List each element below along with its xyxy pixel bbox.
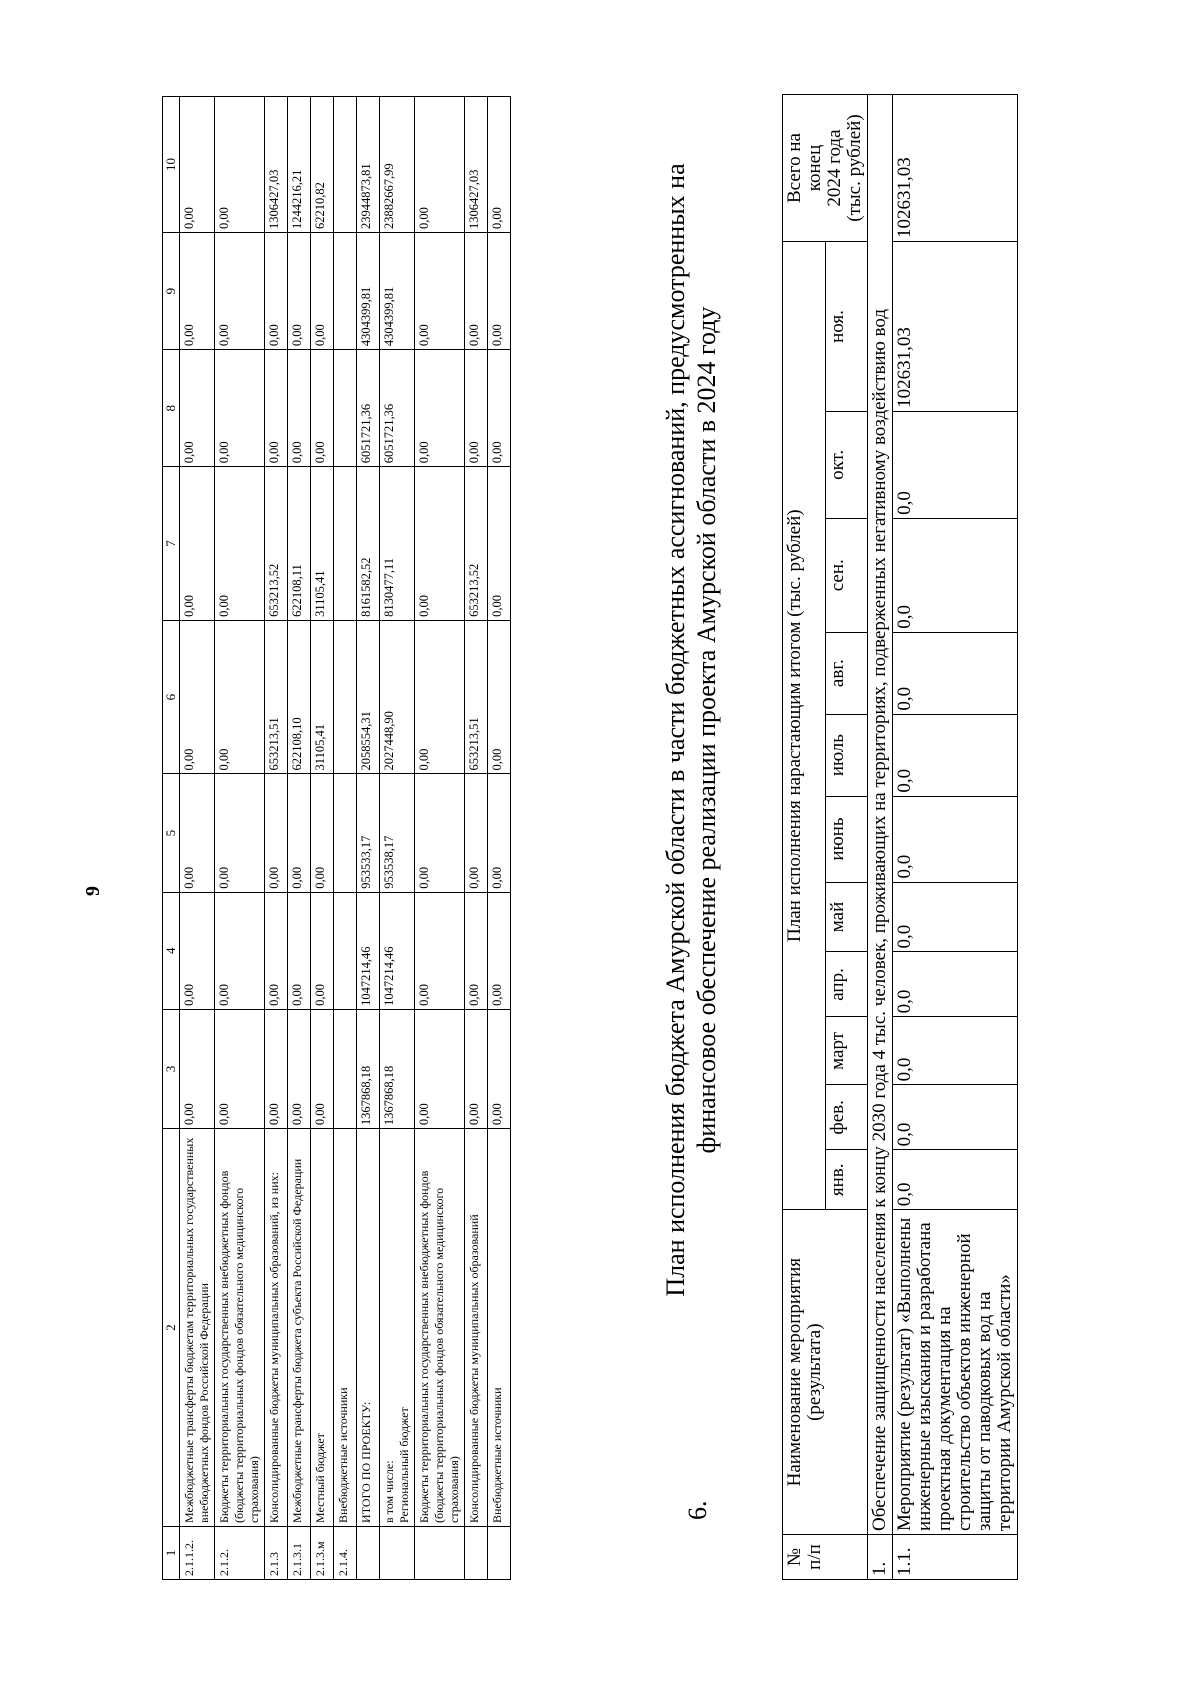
month-header: янв. [825, 1150, 868, 1210]
row-value: 653213,52 [465, 467, 488, 621]
activity-name: Мероприятие (результат) «Выполнены инженерные изыскания и разработана проектная документация на строительство объектов инженерной защиты от паводковых вод на территории Амурской области» [893, 1210, 1018, 1535]
row-code: 2.1.3.м [311, 1526, 334, 1579]
row-value: 6051721,36 [357, 350, 380, 467]
month-value: 102631,03 [893, 242, 1018, 412]
row-code: 2.1.4. [334, 1526, 357, 1579]
row-value: 0,00 [465, 892, 488, 1009]
col-plan-header: План исполнения нарастающим итогом (тыс. рублей) [783, 242, 826, 1210]
row-value: 0,00 [488, 467, 511, 621]
row-value: 23882667,99 [380, 97, 415, 233]
row-name: Внебюджетные источники [488, 1129, 511, 1527]
row-value: 2058554,31 [357, 620, 380, 774]
row-name: в том числе: Региональный бюджет [380, 1129, 415, 1527]
month-value: 0,0 [893, 882, 1018, 952]
row-value: 0,00 [180, 620, 215, 774]
row-code: 2.1.2. [215, 1526, 265, 1579]
row-value: 0,00 [288, 233, 311, 350]
row-value: 1306427,03 [465, 97, 488, 233]
row-value: 0,00 [488, 1009, 511, 1128]
row-value: 0,00 [465, 350, 488, 467]
header-cell: 4 [163, 892, 180, 1009]
row-value: 0,00 [488, 350, 511, 467]
budget-row [415, 97, 465, 1580]
row-value: 1047214,46 [357, 892, 380, 1009]
row-value [334, 350, 357, 467]
header-cell: 3 [163, 1009, 180, 1128]
row-code [380, 1526, 415, 1579]
row-value: 0,00 [180, 233, 215, 350]
month-header: окт. [825, 411, 868, 518]
row-value: 0,00 [180, 1009, 215, 1128]
budget-row [180, 97, 215, 1580]
month-value: 0,0 [893, 796, 1018, 882]
row-value: 0,00 [465, 1009, 488, 1128]
budget-row [488, 97, 511, 1580]
row-value: 0,00 [215, 350, 265, 467]
month-value: 0,0 [893, 714, 1018, 796]
budget-table-header-row [163, 97, 180, 1580]
row-value: 953533,17 [357, 774, 380, 892]
row-value: 622108,10 [288, 620, 311, 774]
budget-row [465, 97, 488, 1580]
col-total-header: Всего на конец 2024 года (тыс. рублей) [783, 95, 868, 242]
budget-table [162, 96, 511, 1580]
row-value: 0,00 [488, 774, 511, 892]
activity-row [893, 95, 1018, 1580]
month-header: июнь [825, 796, 868, 882]
row-value: 0,00 [488, 233, 511, 350]
row-name: Консолидированные бюджеты муниципальных образований, из них: [265, 1129, 288, 1527]
row-value: 0,00 [488, 97, 511, 233]
month-header: авг. [825, 632, 868, 714]
row-value: 8130477,11 [380, 467, 415, 621]
row-value: 1306427,03 [265, 97, 288, 233]
row-value: 953538,17 [380, 774, 415, 892]
row-code [415, 1526, 465, 1579]
budget-row [215, 97, 265, 1580]
row-value: 0,00 [415, 97, 465, 233]
goal-number: 1. [868, 1535, 893, 1580]
row-value: 0,00 [288, 1009, 311, 1128]
month-header: апр. [825, 952, 868, 1017]
row-value: 4304399,81 [357, 233, 380, 350]
row-value: 31105,41 [311, 467, 334, 621]
row-value: 1047214,46 [380, 892, 415, 1009]
section-number: 6. [683, 1500, 712, 1520]
header-cell: 10 [163, 97, 180, 233]
month-header: март [825, 1017, 868, 1085]
col-number-header: № п/п [783, 1535, 868, 1580]
row-value: 23944873,81 [357, 97, 380, 233]
row-name: Консолидированные бюджеты муниципальных образований [465, 1129, 488, 1527]
month-header: ноя. [825, 242, 868, 412]
month-value: 0,0 [893, 411, 1018, 518]
row-value: 0,00 [415, 1009, 465, 1128]
header-cell: 6 [163, 620, 180, 774]
row-value: 0,00 [215, 1009, 265, 1128]
row-name: Бюджеты территориальных государственных внебюджетных фондов (бюджеты территориальных фондов обязательного медицинского страхования) [215, 1129, 265, 1527]
row-value [334, 1009, 357, 1128]
row-value: 0,00 [311, 774, 334, 892]
month-header: май [825, 882, 868, 952]
row-value [334, 97, 357, 233]
row-value: 0,00 [265, 233, 288, 350]
row-name: ИТОГО ПО ПРОЕКТУ: [357, 1129, 380, 1527]
row-value: 8161582,52 [357, 467, 380, 621]
row-value: 0,00 [180, 774, 215, 892]
row-value: 0,00 [415, 350, 465, 467]
row-value: 0,00 [215, 892, 265, 1009]
row-value: 0,00 [311, 350, 334, 467]
budget-row [288, 97, 311, 1580]
row-value: 0,00 [488, 620, 511, 774]
row-value: 0,00 [415, 892, 465, 1009]
row-value [334, 233, 357, 350]
row-value: 0,00 [215, 97, 265, 233]
row-value: 0,00 [265, 1009, 288, 1128]
row-value: 653213,51 [265, 620, 288, 774]
row-value: 0,00 [215, 233, 265, 350]
row-value: 0,00 [311, 892, 334, 1009]
plan-table [782, 94, 1018, 1580]
row-value [334, 620, 357, 774]
row-value: 0,00 [288, 774, 311, 892]
row-value: 0,00 [415, 620, 465, 774]
row-value: 4304399,81 [380, 233, 415, 350]
header-cell: 8 [163, 350, 180, 467]
row-value: 0,00 [415, 774, 465, 892]
row-code [488, 1526, 511, 1579]
row-value: 0,00 [215, 467, 265, 621]
row-code: 2.1.3.1 [288, 1526, 311, 1579]
row-value: 6051721,36 [380, 350, 415, 467]
row-value: 0,00 [180, 97, 215, 233]
row-value: 0,00 [180, 892, 215, 1009]
budget-row [357, 97, 380, 1580]
row-value: 0,00 [215, 774, 265, 892]
row-value: 0,00 [465, 774, 488, 892]
header-cell: 9 [163, 233, 180, 350]
row-name: Межбюджетные трансферты бюджета субъекта Российской Федерации [288, 1129, 311, 1527]
row-value: 0,00 [265, 774, 288, 892]
row-name: Внебюджетные источники [334, 1129, 357, 1527]
row-value: 0,00 [265, 892, 288, 1009]
row-name: Межбюджетные трансферты бюджетам территориальных государственных внебюджетных фондов Российской Федерации [180, 1129, 215, 1527]
month-value: 0,0 [893, 952, 1018, 1017]
row-value: 622108,11 [288, 467, 311, 621]
header-cell: 2 [163, 1129, 180, 1527]
budget-row [265, 97, 288, 1580]
row-value [334, 774, 357, 892]
row-value: 0,00 [415, 233, 465, 350]
month-value: 0,0 [893, 1085, 1018, 1150]
page-number: 9 [82, 886, 104, 896]
row-value: 0,00 [311, 233, 334, 350]
budget-row [311, 97, 334, 1580]
plan-header-row-1 [783, 95, 826, 1580]
activity-number: 1.1. [893, 1535, 1018, 1580]
row-value: 0,00 [215, 620, 265, 774]
row-value: 0,00 [180, 350, 215, 467]
goal-text: Обеспечение защищенности населения к концу 2030 года 4 тыс. человек, проживающих на территориях, подверженных негативному воздействию вод [868, 95, 893, 1535]
row-value: 653213,51 [465, 620, 488, 774]
month-value: 0,0 [893, 632, 1018, 714]
row-value: 1367868,18 [357, 1009, 380, 1128]
row-value: 2027448,90 [380, 620, 415, 774]
row-value: 0,00 [265, 350, 288, 467]
row-value: 1367868,18 [380, 1009, 415, 1128]
row-value: 0,00 [311, 1009, 334, 1128]
row-name: Местный бюджет [311, 1129, 334, 1527]
month-value: 0,0 [893, 518, 1018, 632]
row-value: 0,00 [180, 467, 215, 621]
row-code [465, 1526, 488, 1579]
row-value: 62210,82 [311, 97, 334, 233]
section-title: План исполнения бюджета Амурской области в части бюджетных ассигнований, предусмотренных на финансовое обеспечение реализации проекта Амурской области в 2024 году [661, 163, 721, 1297]
row-value: 0,00 [288, 892, 311, 1009]
row-value [334, 467, 357, 621]
goal-row [868, 95, 893, 1580]
row-value: 0,00 [415, 467, 465, 621]
header-cell: 5 [163, 774, 180, 892]
row-value: 653213,52 [265, 467, 288, 621]
month-value: 0,0 [893, 1150, 1018, 1210]
header-cell: 1 [163, 1526, 180, 1579]
row-value [334, 892, 357, 1009]
month-header: июль [825, 714, 868, 796]
row-name: Бюджеты территориальных государственных внебюджетных фондов (бюджеты территориальных фондов обязательного медицинского страхования) [415, 1129, 465, 1527]
activity-total: 102631,03 [893, 95, 1018, 242]
row-code: 2.1.1.2. [180, 1526, 215, 1579]
budget-row [334, 97, 357, 1580]
header-cell: 7 [163, 467, 180, 621]
col-name-header: Наименование мероприятия (результата) [783, 1210, 868, 1535]
row-value: 1244216,21 [288, 97, 311, 233]
row-value: 0,00 [465, 233, 488, 350]
month-value: 0,0 [893, 1017, 1018, 1085]
budget-row [380, 97, 415, 1580]
row-value: 0,00 [488, 892, 511, 1009]
row-code [357, 1526, 380, 1579]
row-value: 31105,41 [311, 620, 334, 774]
row-code: 2.1.3 [265, 1526, 288, 1579]
row-value: 0,00 [288, 350, 311, 467]
month-header: фев. [825, 1085, 868, 1150]
month-header: сен. [825, 518, 868, 632]
